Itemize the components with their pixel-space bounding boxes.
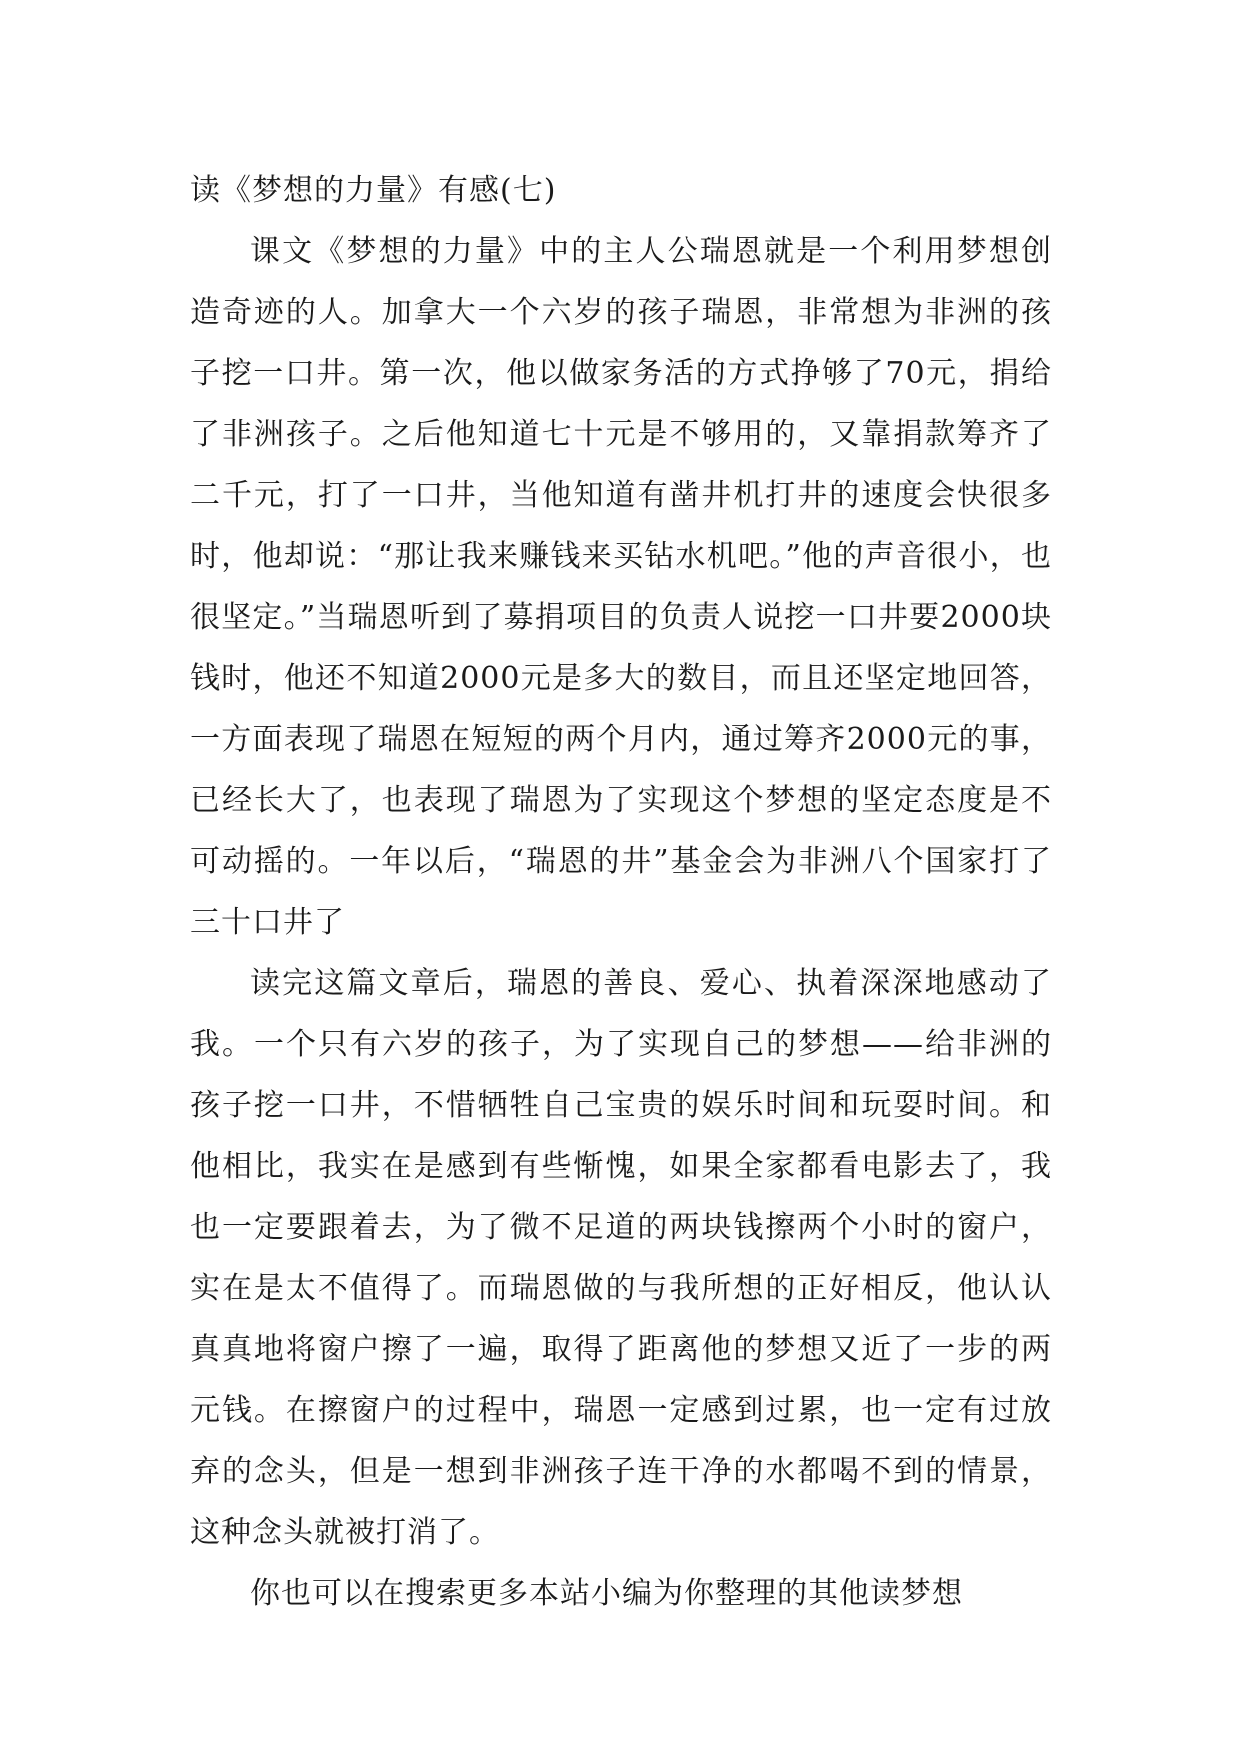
document-title: 读《梦想的力量》有感(七) (190, 173, 557, 208)
paragraph-1: 课文《梦想的力量》中的主人公瑞恩就是一个利用梦想创造奇迹的人。加拿大一个六岁的孩子瑞恩，非常想为非洲的孩子挖一口井。第一次，他以做家务活的方式挣够了70元，捐给了非洲孩子。之后他知道七十元是不够用的，又靠捐款筹齐了二千元，打了一口井，当他知道有凿井机打井的速度会快很多时，他却说：“那让我来赚钱来买钻水机吧。”他的声音很小，也很坚定。”当瑞恩听到了募捐项目的负责人说挖一口井要2000块钱时，他还不知道2000元是多大的数目，而且还坚定地回答，一方面表现了瑞恩在短短的两个月内，通过筹齐2000元的事，已经长大了，也表现了瑞恩为了实现这个梦想的坚定态度是不可动摇的。一年以后，“瑞恩的井”基金会为非洲八个国家打了三十口井了 (190, 234, 1052, 940)
document-body (190, 160, 1052, 1624)
paragraph-3: 你也可以在搜索更多本站小编为你整理的其他读梦想 (250, 1576, 963, 1611)
paragraph-2: 读完这篇文章后，瑞恩的善良、爱心、执着深深地感动了我。一个只有六岁的孩子，为了实现自己的梦想——给非洲的孩子挖一口井，不惜牺牲自己宝贵的娱乐时间和玩耍时间。和他相比，我实在是感到有些惭愧，如果全家都看电影去了，我也一定要跟着去，为了微不足道的两块钱擦两个小时的窗户，实在是太不值得了。而瑞恩做的与我所想的正好相反，他认认真真地将窗户擦了一遍，取得了距离他的梦想又近了一步的两元钱。在擦窗户的过程中，瑞恩一定感到过累，也一定有过放弃的念头，但是一想到非洲孩子连干净的水都喝不到的情景，这种念头就被打消了。 (190, 966, 1052, 1550)
